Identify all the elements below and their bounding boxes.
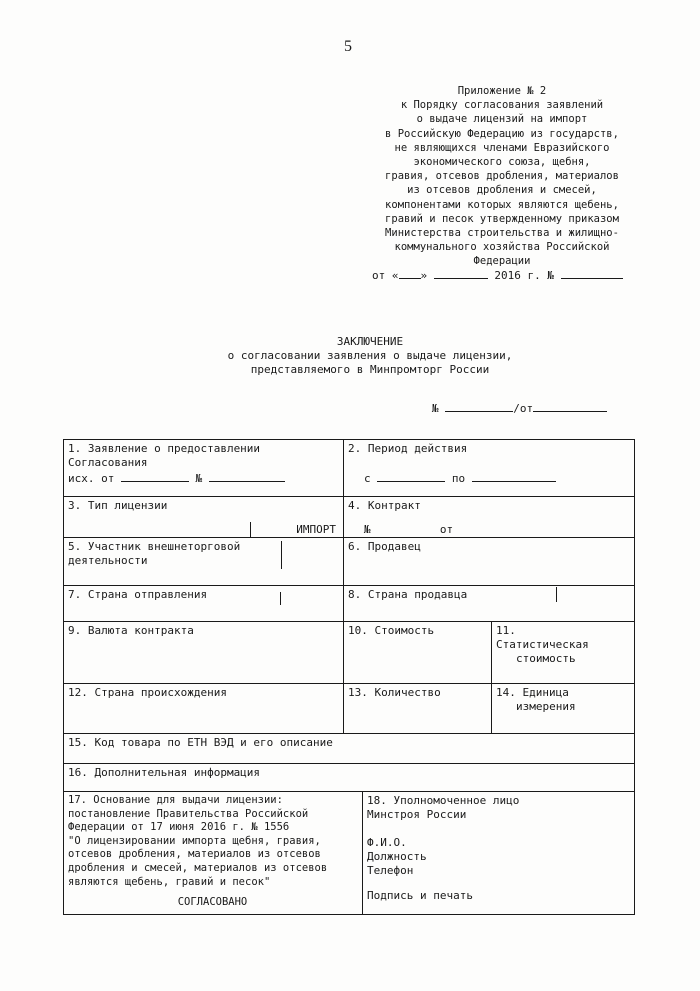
field-label: 16. Дополнительная информация xyxy=(68,766,261,779)
appendix-line: не являющихся членами Евразийского xyxy=(394,141,610,154)
field-label: измерения xyxy=(516,700,576,713)
field-label: 13. Количество xyxy=(348,686,441,699)
field-label: 12. Страна происхождения xyxy=(68,686,227,699)
field-1-application xyxy=(64,440,343,496)
appendix-line: Приложение № 2 xyxy=(457,85,547,97)
contract-number-sign: № xyxy=(364,523,371,536)
appendix-date-line xyxy=(372,267,623,283)
basis-line: 17. Основание для выдачи лицензии: xyxy=(68,794,283,806)
appendix-line: гравия, отсевов дробления, материалов xyxy=(385,170,619,183)
day-blank[interactable] xyxy=(399,267,421,279)
title-line: о согласовании заявления о выдаче лицензии, xyxy=(227,349,513,362)
form-table xyxy=(63,439,635,915)
field-label: 4. Контракт xyxy=(348,499,421,512)
field-label: Статистическая xyxy=(496,638,589,651)
field-label: 11. xyxy=(496,624,516,637)
field-label: 7. Страна отправления xyxy=(68,588,208,601)
field-13-quantity xyxy=(344,684,491,733)
appendix-header xyxy=(352,84,652,269)
ministry-name: Минстроя России xyxy=(367,808,467,821)
field-label: 15. Код товара по ЕТН ВЭД и его описание xyxy=(68,736,333,749)
conclusion-number-blank[interactable] xyxy=(445,400,513,412)
date-prefix: от « xyxy=(372,269,399,282)
basis-line: постановление Правительства Российской xyxy=(68,807,309,820)
basis-line: дробления и смесей, материалов из отсевов xyxy=(68,861,328,874)
appendix-line: в Российскую Федерацию из государств, xyxy=(385,127,619,140)
number-sign: № xyxy=(432,402,439,415)
appendix-line: коммунального хозяйства Российской xyxy=(394,241,610,254)
period-to-blank[interactable] xyxy=(472,470,556,482)
field-label: 1. Заявление о предоставлении xyxy=(68,442,261,455)
outgoing-date-blank[interactable] xyxy=(121,470,189,482)
field-label: 6. Продавец xyxy=(348,540,421,553)
field-16-additional-info xyxy=(64,764,634,791)
appendix-line: экономического союза, щебня, xyxy=(413,156,591,169)
field-label: 5. Участник внешнеторговой xyxy=(68,540,241,553)
field-12-country-of-origin xyxy=(64,684,343,733)
tick-mark xyxy=(250,522,251,537)
phone-label: Телефон xyxy=(367,864,414,877)
appendix-line: Министерства строительства и жилищно- xyxy=(385,227,619,240)
field-label: 2. Период действия xyxy=(348,442,468,455)
field-10-value xyxy=(344,622,491,683)
document-title xyxy=(150,335,590,377)
period-from-label: с xyxy=(364,472,371,485)
field-15-commodity-code xyxy=(64,734,634,763)
field-label: 8. Страна продавца xyxy=(348,588,468,601)
field-18-authorized-person xyxy=(363,792,634,914)
field-9-contract-currency xyxy=(64,622,343,683)
position-label: Должность xyxy=(367,850,427,863)
appendix-line: к Порядку согласования заявлений xyxy=(400,99,604,112)
number-sign: № xyxy=(195,472,203,485)
title-heading: ЗАКЛЮЧЕНИЕ xyxy=(336,335,404,348)
field-label: 14. Единица xyxy=(496,686,569,699)
field-5-participant xyxy=(64,538,343,585)
field-7-country-of-dispatch xyxy=(64,586,343,621)
period-from-blank[interactable] xyxy=(377,470,445,482)
field-label: 18. Уполномоченное лицо xyxy=(367,794,520,807)
field-label: 10. Стоимость xyxy=(348,624,435,637)
contract-line xyxy=(348,523,629,537)
field-3-license-type xyxy=(64,497,343,537)
field-label: 3. Тип лицензии xyxy=(68,499,168,512)
conclusion-date-blank[interactable] xyxy=(533,400,607,412)
field-14-unit xyxy=(492,684,634,733)
appendix-line: гравий и песок утвержденному приказом xyxy=(385,212,619,225)
field-8-seller-country xyxy=(344,586,634,621)
date-year: 2016 г. № xyxy=(494,269,554,282)
order-number-blank[interactable] xyxy=(561,267,623,279)
field-4-contract xyxy=(344,497,634,537)
signature-label: Подпись и печать xyxy=(367,889,473,902)
field-6-seller xyxy=(344,538,634,585)
from-label: /от xyxy=(513,402,534,415)
contract-from-label: от xyxy=(439,523,454,536)
outgoing-number-blank[interactable] xyxy=(209,470,285,482)
basis-line: отсевов дробления, материалов из отсевов xyxy=(68,848,321,861)
field-11-statistical-value xyxy=(492,622,634,683)
period-line xyxy=(348,470,629,486)
outgoing-from-label: исх. от xyxy=(68,472,115,485)
field-2-validity-period xyxy=(344,440,634,496)
conclusion-number-line xyxy=(432,400,607,416)
approved-label: СОГЛАСОВАНО xyxy=(177,896,248,909)
appendix-line: компонентами которых являются щебень, xyxy=(385,198,619,211)
outgoing-line xyxy=(68,470,338,486)
page-number: 5 xyxy=(344,38,352,55)
appendix-line: Федерации xyxy=(473,255,531,268)
period-to-label: по xyxy=(451,472,466,485)
basis-line: "О лицензировании импорта щебня, гравия, xyxy=(68,834,321,847)
field-17-basis xyxy=(64,792,362,914)
fio-label: Ф.И.О. xyxy=(367,836,407,849)
month-blank[interactable] xyxy=(434,267,488,279)
field-label: стоимость xyxy=(516,652,576,665)
appendix-line: из отсевов дробления и смесей, xyxy=(407,184,597,197)
license-type-value: ИМПОРТ xyxy=(296,523,336,536)
date-mid: » xyxy=(420,269,428,282)
field-label: Согласования xyxy=(68,456,148,469)
basis-line: являются щебень, гравий и песок" xyxy=(68,875,271,888)
basis-line: Федерации от 17 июня 2016 г. № 1556 xyxy=(68,821,290,834)
appendix-line: о выдаче лицензий на импорт xyxy=(416,113,588,126)
title-line: представляемого в Минпромторг России xyxy=(250,363,490,376)
field-label: деятельности xyxy=(68,554,148,567)
field-label: 9. Валюта контракта xyxy=(68,624,194,637)
